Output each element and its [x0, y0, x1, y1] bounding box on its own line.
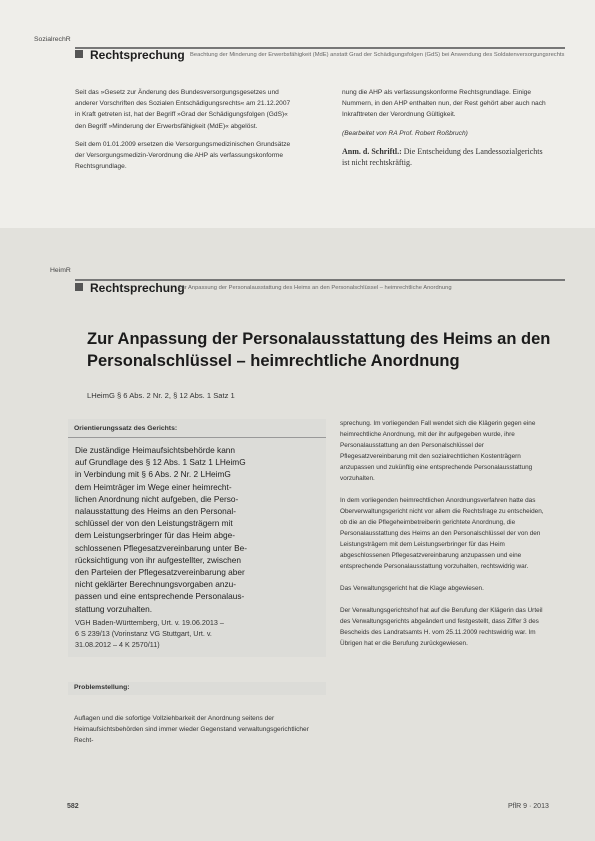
court-line: 6 S 239/13 (Vorinstanz VG Stuttgart, Urt. v.	[75, 629, 212, 638]
page-number: 582	[67, 803, 79, 810]
orientation-line: in Verbindung mit § 6 Abs. 2 Nr. 2 LHeimG	[75, 469, 231, 480]
section-title: Rechtsprechung	[90, 48, 185, 62]
orientation-line: dem Leistungserbringer für das Heim abge-	[75, 530, 236, 541]
court-line: 31.08.2012 – 4 K 2570/11)	[75, 640, 160, 649]
journal-info: PflR 9 · 2013	[508, 803, 549, 810]
orientation-line: lichen Anordnung nicht aufgeben, die Perso-	[75, 493, 239, 504]
top-left-column	[75, 87, 293, 179]
orientation-text	[75, 444, 321, 615]
author-note	[342, 146, 547, 169]
right-column	[340, 418, 552, 656]
header-marker-icon	[75, 50, 83, 58]
orientation-line: schlüssel der von den Leistungsträgern mit	[75, 518, 233, 529]
paragraph: Der Verwaltungsgerichtshof hat auf die Berufung der Klägerin das Urteil des Verwaltungsgerichts abgeändert und festgestellt, dass Ziffer 3 des Bescheids des Landratsamts H. vom 25.11.2009 rechtswidrig war. Im Übrigen hat er die Berufung zurückgewiesen.	[340, 607, 543, 647]
article-title-line-2: Personalschlüssel – heimrechtliche Anordnung	[87, 352, 460, 370]
orientation-title: Orientierungssatz des Gerichts:	[74, 425, 178, 432]
problem-box	[68, 682, 326, 695]
note-label: Anm. d. Schriftl.:	[342, 146, 402, 156]
orientation-line: nicht geklärter Berechnungsvorgaben anzu-	[75, 579, 236, 590]
note-text: Die Entscheidung des Landessozialgerichts ist nicht rechtskräftig.	[342, 146, 543, 168]
problem-text: Auflagen und die sofortige Vollziehbarkeit der Anordnung seitens der Heimaufsichtsbehörden sind immer wieder Gegenstand verwaltungsgerichtlicher Recht-	[74, 715, 309, 745]
problem-title: Problemstellung:	[74, 684, 130, 691]
section-kicker: SozialrechR	[34, 36, 71, 43]
orientation-line: rücksichtigung von ihr aufgestellter, zwischen	[75, 554, 242, 565]
paragraph: Seit das »Gesetz zur Änderung des Bundesversorgungsgesetzes und anderer Vorschriften des Sozialen Entschädigungsrechts« am 21.12.2007 in Kraft getreten ist, hat der Begriff »Grad der Schädigungsfolgen (GdS)« den Begriff »Minderung der Erwerbsfähigkeit (MdE)« abgelöst.	[75, 89, 291, 130]
paragraph: sprechung. Im vorliegenden Fall wendet sich die Klägerin gegen eine heimrechtliche Anordnung, mit der ihr aufgegeben wurde, ihre Personalausstattung an den Personalschlüssel der Pflegesatzvereinbarung mit den sozialrechtlichen Kostenträgern anzupassen und zukünftig eine entsprechende Personalausstattung vorzuhalten.	[340, 420, 536, 482]
section-subtitle: Beachtung der Minderung der Erwerbsfähigkeit (MdE) anstatt Grad der Schädigungsfolgen (GdS) bei Anwendung des Soldatenversorgungsrechts	[190, 52, 565, 58]
paragraph: Seit dem 01.01.2009 ersetzen die Versorgungsmedizinischen Grundsätze der Versorgungsmedizin-Verordnung die AHP als verfassungskonforme Rechtsgrundlage.	[75, 140, 291, 171]
orientation-line: passen und eine entsprechende Personalaus-	[75, 591, 245, 602]
citation: LHeimG § 6 Abs. 2 Nr. 2, § 12 Abs. 1 Satz 1	[87, 391, 235, 400]
orientation-line: stattung vorzuhalten.	[75, 603, 153, 614]
orientation-line: Die zuständige Heimaufsichtsbehörde kann	[75, 445, 236, 455]
editor-note: (Bearbeitet von RA Prof. Robert Roßbruch)	[342, 129, 468, 137]
top-right-column	[342, 87, 547, 176]
court-line: VGH Baden-Württemberg, Urt. v. 19.06.2013 –	[75, 618, 224, 627]
orientation-box	[68, 419, 326, 657]
paragraph: In dem vorliegenden heimrechtlichen Anordnungsverfahren hatte das Oberverwaltungsgericht nicht vor allem die Rechtsfrage zu entscheiden, ob die an die Pflegeheimbetreiberin gerichtete Anordnung, die Personalausstattung des Heims an den Personalschlüssel der von den Leistungsträgern mit dem Leistungserbringer für das Heim abgeschlossenen Pflegesatzvereinbarung anzupassen und eine entsprechende Personalausstattung vorzuhalten, rechtswidrig war.	[340, 497, 544, 570]
court-reference	[75, 617, 321, 650]
paragraph: Das Verwaltungsgericht hat die Klage abgewiesen.	[340, 585, 484, 592]
orientation-line: auf Grundlage des § 12 Abs. 1 Satz 1 LHeimG	[75, 457, 246, 468]
orientation-line: schlossenen Pflegesatzvereinbarung unter Be-	[75, 542, 248, 553]
article-title-line-1: Zur Anpassung der Personalausstattung des Heims an den	[87, 330, 551, 348]
orientation-line: den Parteien der Pflegesatzvereinbarung aber	[75, 567, 245, 578]
article-kicker: HeimR	[50, 267, 71, 274]
article-section-subtitle: Zur Anpassung der Personalausstattung des Heims an den Personalschlüssel – heimrechtliche Anordnung	[178, 285, 452, 291]
orientation-rule	[68, 437, 326, 438]
orientation-line: nalausstattung des Heims an den Personal-	[75, 506, 236, 517]
paragraph: nung die AHP als verfassungskonforme Rechtsgrundlage. Einige Nummern, in den AHP enthalten nun, der Rest gehört aber auch nach Inkrafttreten der Verordnung Gültigkeit.	[342, 89, 546, 119]
article-marker-icon	[75, 283, 83, 291]
orientation-line: dem Heimträger im Wege einer heimrecht-	[75, 481, 232, 492]
article-section-title: Rechtsprechung	[90, 281, 185, 295]
article-title	[87, 328, 567, 372]
